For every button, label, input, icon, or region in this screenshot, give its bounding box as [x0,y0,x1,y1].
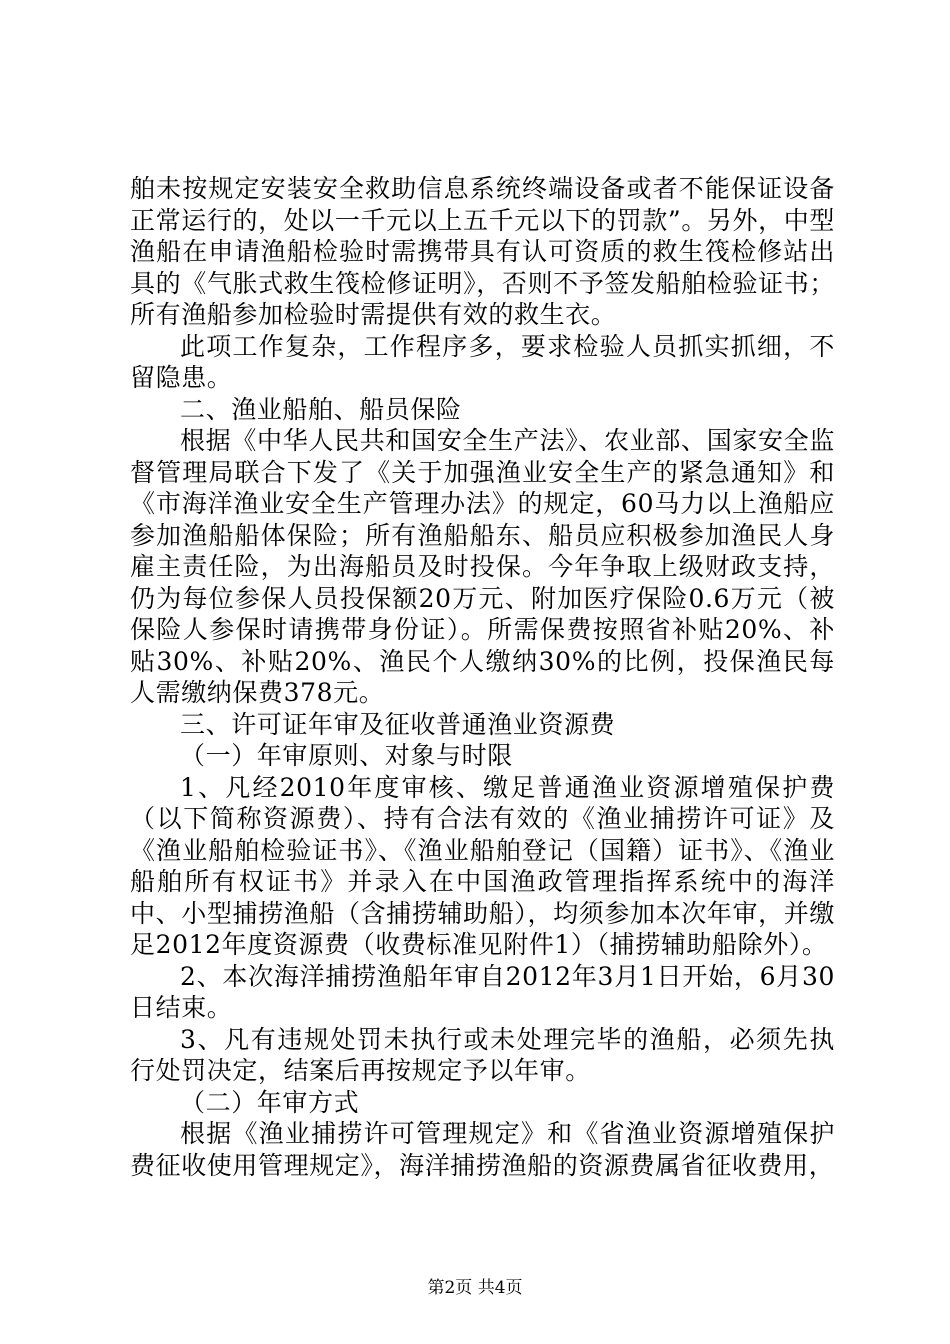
paragraph-item-3: 3、凡有违规处罚未执行或未处理完毕的渔船，必须先执行处罚决定，结案后再按规定予以年审。 [130,1024,835,1085]
heading-section-2: 二、渔业船舶、船员保险 [180,394,462,424]
subheading-3-2: （二）年审方式 [180,1087,360,1117]
document-body [130,173,835,1181]
paragraph-item-1: 1、凡经2010年度审核、缴足普通渔业资源增殖保护费（以下简称资源费）、持有合法有效的《渔业捕捞许可证》及《渔业船舶检验证书》、《渔业船舶登记（国籍）证书》、《渔业船舶所有权证书》并录入在中国渔政管理指挥系统中的海洋中、小型捕捞渔船（含捕捞辅助船），均须参加本次年审，并缴足2012年度资源费（收费标准见附件1）（捕捞辅助船除外）。 [130,772,835,959]
paragraph-insurance: 根据《中华人民共和国安全生产法》、农业部、国家安全监督管理局联合下发了《关于加强渔业安全生产的紧急通知》和《市海洋渔业安全生产管理办法》的规定，60马力以上渔船应参加渔船船体保险；所有渔船船东、船员应积极参加渔民人身雇主责任险，为出海船员及时投保。今年争取上级财政支持，仍为每位参保人员投保额20万元、附加医疗保险0.6万元（被保险人参保时请携带身份证）。所需保费按照省补贴20%、补贴30%、补贴20%、渔民个人缴纳30%的比例，投保渔民每人需缴纳保费378元。 [130,426,835,707]
heading-section-3: 三、许可证年审及征收普通渔业资源费 [180,709,616,739]
paragraph-item-2: 2、本次海洋捕捞渔船年审自2012年3月1日开始，6月30日结束。 [130,961,835,1022]
paragraph-review-method: 根据《渔业捕捞许可管理规定》和《省渔业资源增殖保护费征收使用管理规定》，海洋捕捞渔船的资源费属省征收费用， [130,1119,835,1180]
page-number-footer: 第2页 共4页 [427,1278,523,1298]
subheading-3-1: （一）年审原则、对象与时限 [180,741,513,770]
paragraph-continuation: 舶未按规定安装安全救助信息系统终端设备或者不能保证设备正常运行的，处以一千元以上五千元以下的罚款”。另外，中型渔船在申请渔船检验时需携带具有认可资质的救生筏检修站出具的《气胀式救生筏检修证明》，否则不予签发船舶检验证书；所有渔船参加检验时需提供有效的救生衣。 [130,174,835,329]
paragraph-inspection-note: 此项工作复杂，工作程序多，要求检验人员抓实抓细，不留隐患。 [130,331,835,392]
